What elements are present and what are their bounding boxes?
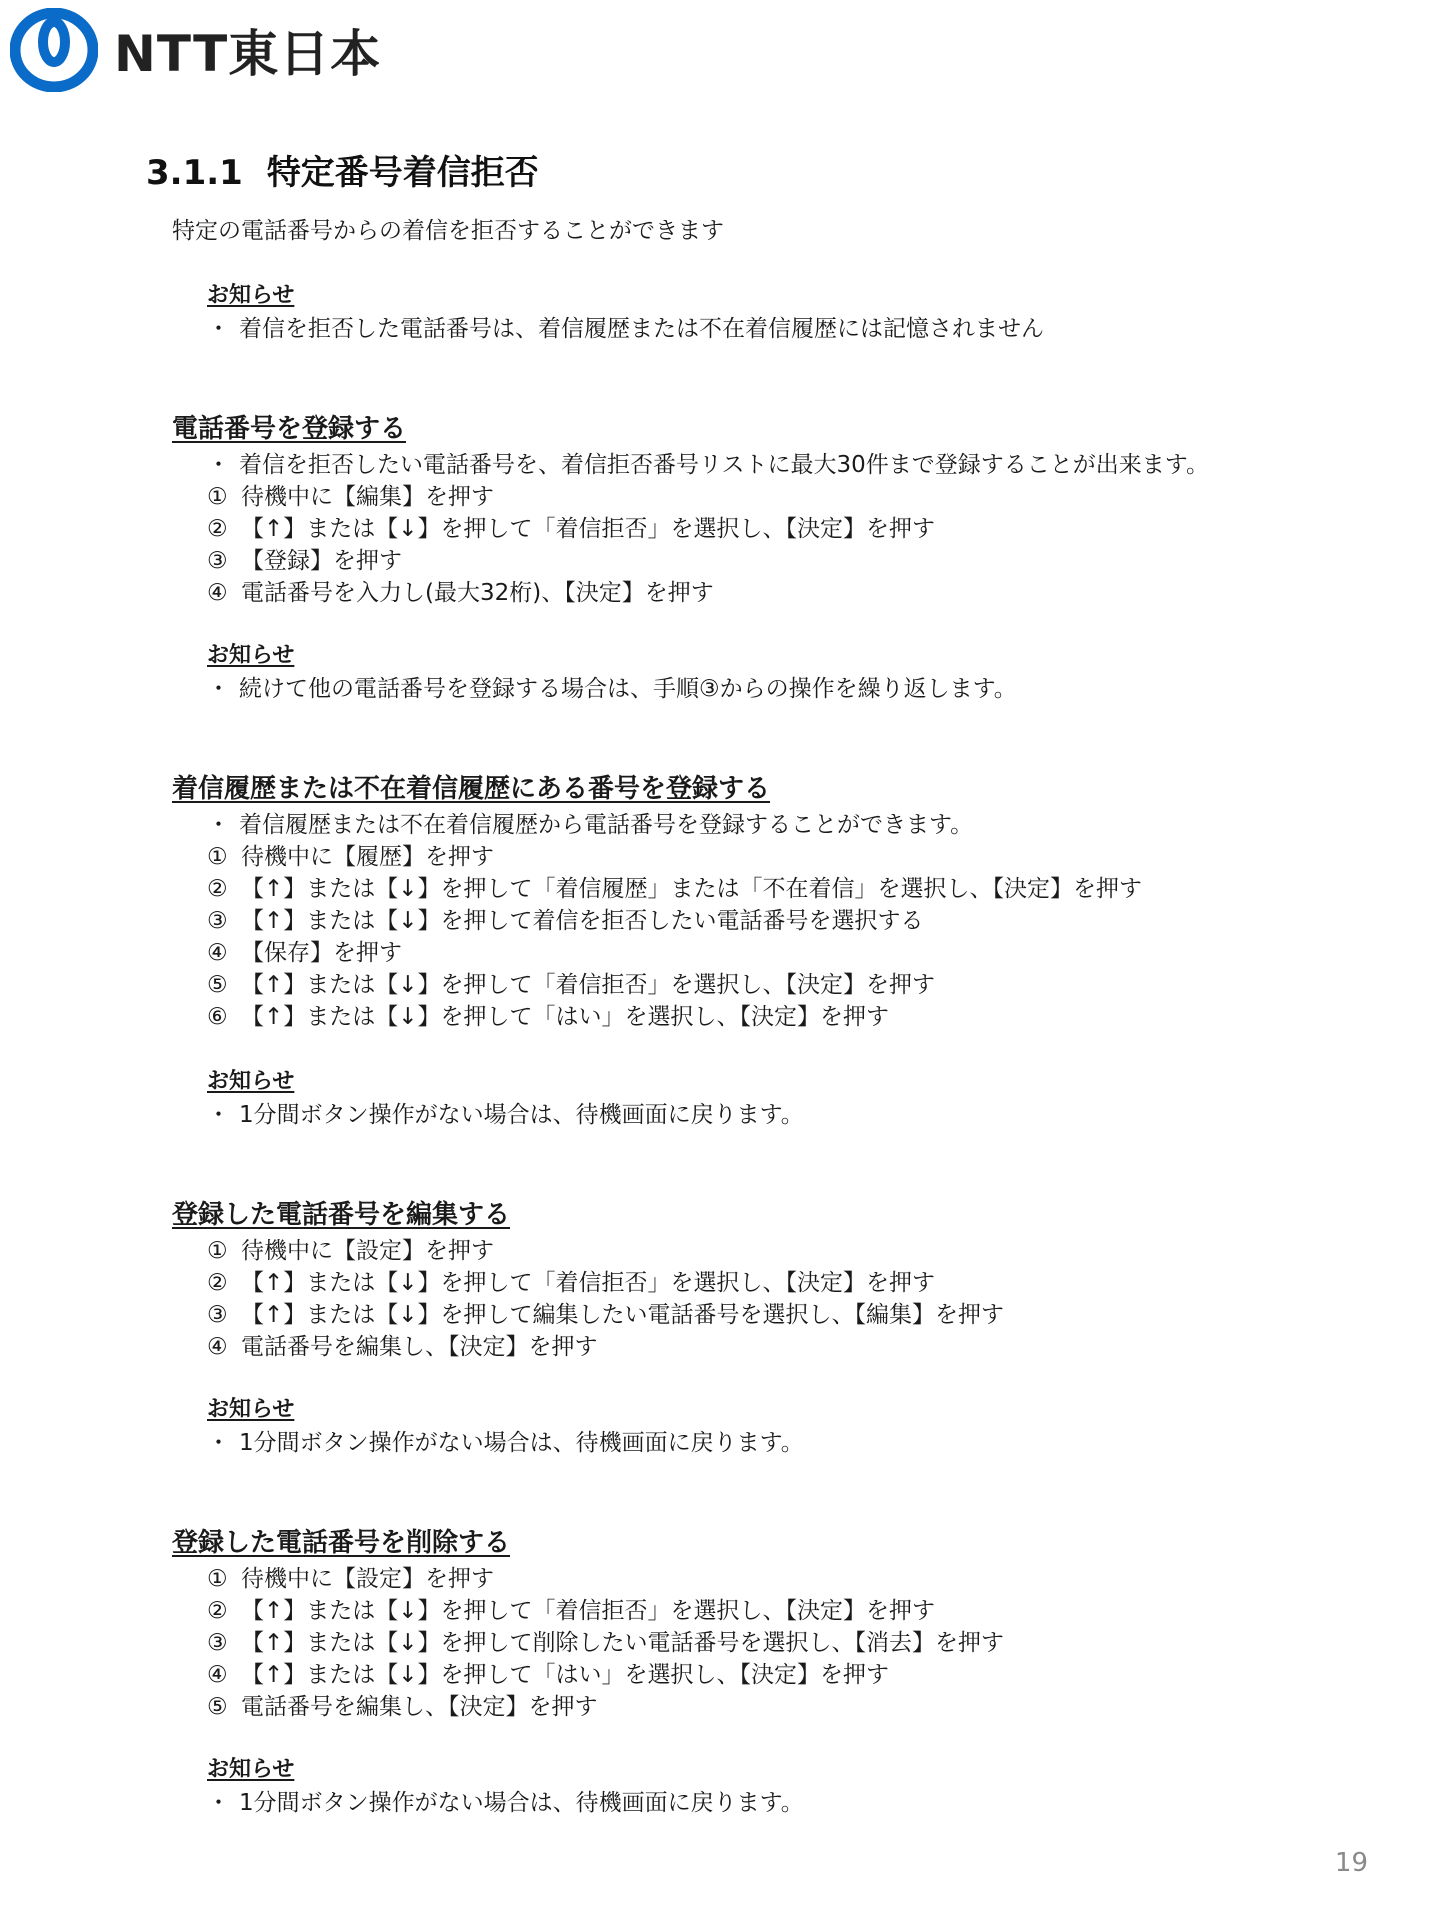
step-number: ⑤ xyxy=(207,972,228,998)
step-number: ④ xyxy=(207,940,228,966)
step-number: ⑥ xyxy=(207,1004,228,1030)
edit-step xyxy=(207,1328,598,1361)
step-text: 待機中に【履歴】を押す xyxy=(241,844,494,870)
step-number: ① xyxy=(207,1566,228,1592)
bullet-marker: ・ xyxy=(207,1430,230,1456)
step-number: ② xyxy=(207,1598,228,1624)
step-number: ③ xyxy=(207,548,228,574)
step-number: ④ xyxy=(207,580,228,606)
step-number: ① xyxy=(207,844,228,870)
step-text: 待機中に【設定】を押す xyxy=(241,1566,494,1592)
delete-step xyxy=(207,1624,1004,1657)
notice-text: 着信を拒否した電話番号は、着信履歴または不在着信履歴には記憶されません xyxy=(239,316,1044,342)
page-number: 19 xyxy=(1334,1848,1368,1878)
notice-text: 1分間ボタン操作がない場合は、待機画面に戻ります。 xyxy=(239,1790,804,1816)
notice-bullet xyxy=(207,310,1044,343)
section-intro: 特定の電話番号からの着信を拒否することができます xyxy=(172,218,724,244)
ntt-east-logo xyxy=(10,8,381,92)
step-text: 待機中に【編集】を押す xyxy=(241,484,494,510)
delete-step xyxy=(207,1688,598,1721)
step-number: ⑤ xyxy=(207,1694,228,1720)
step-text: 待機中に【設定】を押す xyxy=(241,1238,494,1264)
step-number: ① xyxy=(207,1238,228,1264)
step-number: ③ xyxy=(207,1630,228,1656)
notice-heading: お知らせ xyxy=(207,283,295,308)
notice-heading: お知らせ xyxy=(207,1069,295,1094)
step-number: ② xyxy=(207,876,228,902)
step-text: 【↑】または【↓】を押して「着信拒否」を選択し、【決定】を押す xyxy=(241,972,936,998)
step-number: ① xyxy=(207,484,228,510)
step-text: 【保存】を押す xyxy=(241,940,402,966)
history-step xyxy=(207,966,935,999)
history-step xyxy=(207,998,889,1031)
bullet-marker: ・ xyxy=(207,812,230,838)
bullet-marker: ・ xyxy=(207,452,230,478)
notice-heading: お知らせ xyxy=(207,643,295,668)
edit-heading: 登録した電話番号を編集する xyxy=(172,1200,511,1230)
register-step xyxy=(207,478,494,511)
register-heading: 電話番号を登録する xyxy=(172,414,407,444)
step-number: ③ xyxy=(207,908,228,934)
notice-text: 1分間ボタン操作がない場合は、待機画面に戻ります。 xyxy=(239,1430,804,1456)
step-text: 【↑】または【↓】を押して「着信拒否」を選択し、【決定】を押す xyxy=(241,1270,936,1296)
step-text: 【↑】または【↓】を押して編集したい電話番号を選択し、【編集】を押す xyxy=(241,1302,1005,1328)
notice-bullet xyxy=(207,670,1017,703)
step-text: 【↑】または【↓】を押して「着信拒否」を選択し、【決定】を押す xyxy=(241,516,936,542)
step-number: ② xyxy=(207,1270,228,1296)
bullet-marker: ・ xyxy=(207,316,230,342)
step-text: 【登録】を押す xyxy=(241,548,402,574)
register-bullet xyxy=(207,446,1209,479)
notice-bullet xyxy=(207,1784,804,1817)
delete-step xyxy=(207,1592,935,1625)
step-number: ④ xyxy=(207,1662,228,1688)
bullet-marker: ・ xyxy=(207,1102,230,1128)
notice-heading: お知らせ xyxy=(207,1757,295,1782)
delete-step xyxy=(207,1560,494,1593)
register-step xyxy=(207,574,714,607)
step-number: ④ xyxy=(207,1334,228,1360)
edit-step xyxy=(207,1232,494,1265)
step-text: 【↑】または【↓】を押して「着信履歴」または「不在着信」を選択し、【決定】を押す xyxy=(241,876,1143,902)
step-text: 【↑】または【↓】を押して「着信拒否」を選択し、【決定】を押す xyxy=(241,1598,936,1624)
step-text: 【↑】または【↓】を押して「はい」を選択し、【決定】を押す xyxy=(241,1004,890,1030)
step-text: 【↑】または【↓】を押して「はい」を選択し、【決定】を押す xyxy=(241,1662,890,1688)
edit-step xyxy=(207,1264,935,1297)
step-text: 【↑】または【↓】を押して着信を拒否したい電話番号を選択する xyxy=(241,908,924,934)
history-step xyxy=(207,902,924,935)
register-step xyxy=(207,510,935,543)
bullet-marker: ・ xyxy=(207,676,230,702)
notice-bullet xyxy=(207,1424,804,1457)
delete-step xyxy=(207,1656,889,1689)
ntt-logo-icon xyxy=(10,8,98,92)
step-text: 【↑】または【↓】を押して削除したい電話番号を選択し、【消去】を押す xyxy=(241,1630,1005,1656)
history-heading: 着信履歴または不在着信履歴にある番号を登録する xyxy=(172,774,771,804)
register-bullet-text: 着信を拒否したい電話番号を、着信拒否番号リストに最大30件まで登録することが出来ます。 xyxy=(239,452,1209,478)
delete-heading: 登録した電話番号を削除する xyxy=(172,1528,511,1558)
edit-step xyxy=(207,1296,1004,1329)
logo-text: NTT東日本 xyxy=(114,25,382,83)
section-title-text: 特定番号着信拒否 xyxy=(266,153,539,193)
history-step xyxy=(207,934,402,967)
step-text: 電話番号を編集し、【決定】を押す xyxy=(241,1694,598,1720)
notice-text: 1分間ボタン操作がない場合は、待機画面に戻ります。 xyxy=(239,1102,804,1128)
section-number: 3.1.1 xyxy=(146,153,243,193)
page-title xyxy=(146,145,539,194)
history-bullet-text: 着信履歴または不在着信履歴から電話番号を登録することができます。 xyxy=(239,812,974,838)
step-text: 電話番号を編集し、【決定】を押す xyxy=(241,1334,598,1360)
history-step xyxy=(207,870,1142,903)
notice-bullet xyxy=(207,1096,804,1129)
bullet-marker: ・ xyxy=(207,1790,230,1816)
step-number: ② xyxy=(207,516,228,542)
history-bullet xyxy=(207,806,973,839)
notice-heading: お知らせ xyxy=(207,1397,295,1422)
notice-text: 続けて他の電話番号を登録する場合は、手順③からの操作を繰り返します。 xyxy=(239,676,1017,702)
step-text: 電話番号を入力し(最大32桁)、【決定】を押す xyxy=(241,580,714,606)
step-number: ③ xyxy=(207,1302,228,1328)
history-step xyxy=(207,838,494,871)
register-step xyxy=(207,542,402,575)
